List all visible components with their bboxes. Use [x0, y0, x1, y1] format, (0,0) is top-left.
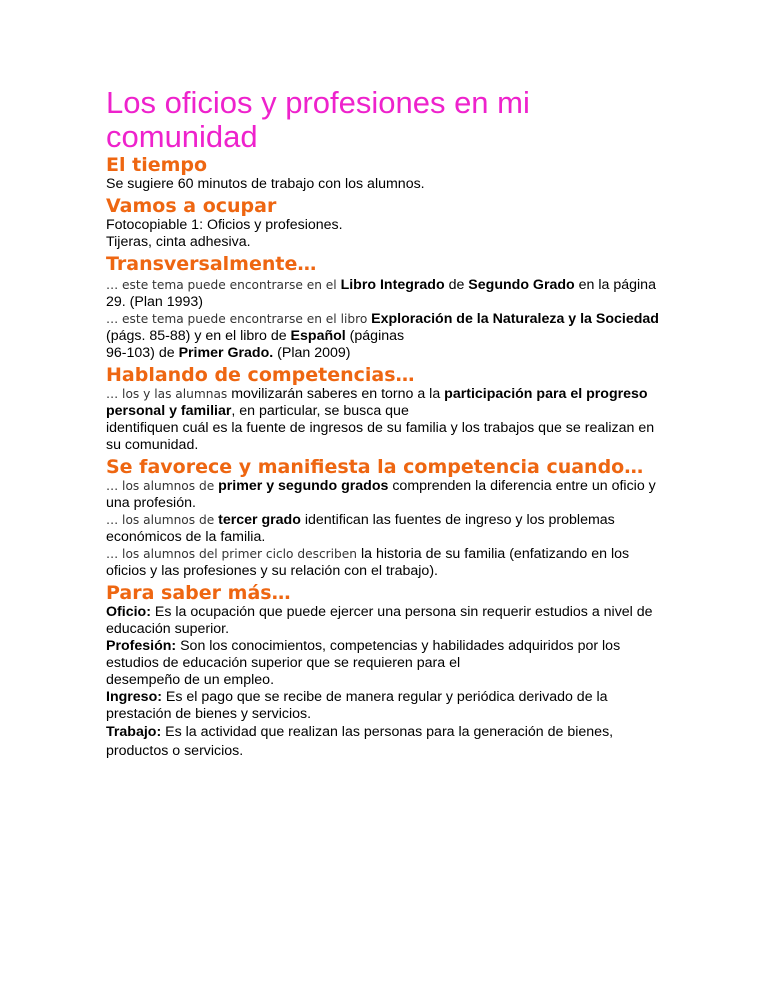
transversal-paragraph-2 [106, 311, 666, 362]
heading-vamos-a-ocupar: Vamos a ocupar [106, 195, 277, 217]
favorece-3-text: la historia de su familia (enfatizando en los oficios y las profesiones y su relación con el trabajo). [106, 546, 630, 579]
materials-line-2: Tijeras, cinta adhesiva. [106, 234, 251, 250]
document-page [106, 86, 666, 761]
heading-el-tiempo: El tiempo [106, 154, 208, 176]
transversal-2-pages: 96-103) de [106, 345, 179, 361]
favorece-item-2 [106, 512, 666, 546]
definition-ingreso [106, 689, 666, 723]
heading-para-saber-mas: Para saber más… [106, 582, 291, 604]
definition-oficio [106, 604, 666, 638]
definition-profesion [106, 638, 666, 689]
page-title: Los oficios y profesiones en mi comunidad [106, 85, 530, 154]
term-oficio: Oficio: [106, 604, 151, 620]
libro-integrado: Libro Integrado [340, 277, 445, 293]
definition-trabajo [106, 723, 666, 761]
transversal-2-intro: … este tema puede encontrarse en el libro [106, 312, 372, 326]
primer-grado: Primer Grado. [178, 345, 274, 361]
transversal-2-mid: (págs. 85-88) y en el libro de [106, 328, 291, 344]
favorece-1-text: comprenden la diferencia entre un oficio y una profesión. [106, 478, 656, 511]
exploracion-naturaleza: Exploración de la Naturaleza y la Sociedad [371, 311, 659, 327]
favorece-3-intro: … los alumnos del primer ciclo describen [106, 547, 358, 561]
def-trabajo: Es la actividad que realizan las personas para la generación de bienes, productos o servicios. [106, 724, 614, 759]
favorece-2-text: identifican las fuentes de ingreso y los problemas económicos de la familia. [106, 512, 615, 545]
tercer-grado: tercer grado [218, 512, 301, 528]
materials-line-1: Fotocopiable 1: Oficios y profesiones. [106, 217, 343, 233]
heading-hablando-competencias: Hablando de competencias… [106, 364, 415, 386]
favorece-2-intro: … los alumnos de [106, 513, 219, 527]
term-profesion: Profesión: [106, 638, 177, 654]
competencias-cont: , en particular, se busca que [231, 403, 409, 419]
def-profesion: Son los conocimientos, competencias y habilidades adquiridos por los estudios de educación superior que se requieren para el [106, 638, 621, 671]
participacion-progreso: participación para el progreso personal y familiar [106, 386, 648, 419]
competencias-paragraph [106, 386, 666, 454]
competencias-intro: … los y las alumnas [106, 387, 228, 401]
favorece-item-1 [106, 478, 666, 512]
transversal-2-paginas: (páginas [345, 328, 405, 344]
competencias-end: identifiquen cuál es la fuente de ingresos de su familia y los trabajos que se realizan en su comunidad. [106, 420, 655, 453]
def-oficio: Es la ocupación que puede ejercer una persona sin requerir estudios a nivel de educación superior. [106, 604, 653, 637]
transversal-1-intro: … este tema puede encontrarse en el [106, 278, 341, 292]
transversal-1-end: en la página 29. (Plan 1993) [106, 277, 656, 310]
favorece-1-intro: … los alumnos de [106, 479, 219, 493]
transversal-paragraph-1 [106, 277, 666, 311]
transversal-2-end: (Plan 2009) [273, 345, 351, 361]
def-profesion-end: desempeño de un empleo. [106, 672, 275, 688]
heading-transversalmente: Transversalmente… [106, 253, 317, 275]
segundo-grado: Segundo Grado [468, 277, 575, 293]
term-trabajo: Trabajo: [106, 724, 162, 740]
favorece-item-3 [106, 546, 666, 580]
competencias-mid: movilizarán saberes en torno a la [227, 386, 445, 402]
term-ingreso: Ingreso: [106, 689, 162, 705]
heading-se-favorece: Se favorece y manifiesta la competencia cuando… [106, 456, 644, 478]
tiempo-text: Se sugiere 60 minutos de trabajo con los alumnos. [106, 176, 425, 192]
def-ingreso: Es el pago que se recibe de manera regular y periódica derivado de la prestación de bienes y servicios. [106, 689, 608, 722]
primer-segundo-grados: primer y segundo grados [218, 478, 389, 494]
transversal-1-de: de [444, 277, 469, 293]
espanol: Español [290, 328, 346, 344]
